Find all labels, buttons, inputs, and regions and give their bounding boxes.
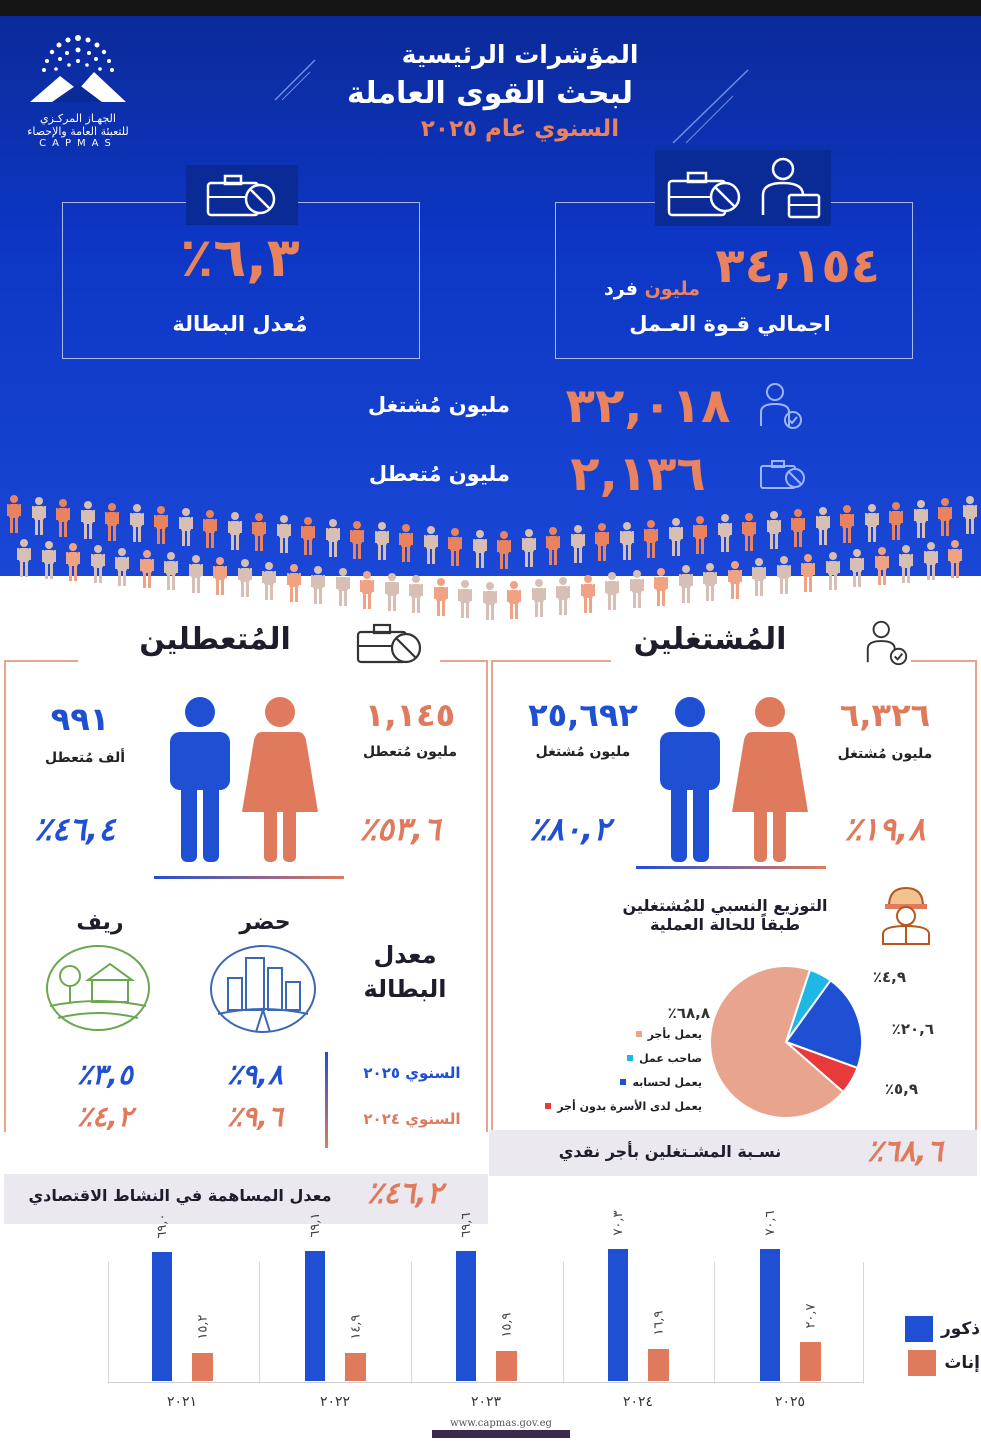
crowd-person-icon (766, 510, 782, 550)
crowd-person-icon (237, 558, 253, 598)
legend-swatch-employer (627, 1055, 633, 1061)
crowd-person-icon (286, 563, 302, 603)
bar-male (608, 1249, 628, 1381)
crowd-person-icon (913, 499, 929, 539)
employed-female-pct: ١٩,٨٪ (844, 810, 926, 848)
employed-label: مليون مُشتغل (367, 393, 510, 417)
employed-male-figure-icon (655, 696, 725, 864)
paid-share-label: نسـبة المشـتغلين بأجر نقدي (558, 1142, 782, 1161)
legend-label-employer: صاحب عمل (639, 1051, 702, 1065)
x-tick-label: ٢٠٢٤ (622, 1394, 654, 1410)
crowd-person-icon (937, 497, 953, 537)
crowd-person-icon (653, 567, 669, 607)
x-tick-label: ٢٠٢٣ (470, 1394, 502, 1410)
legend-swatch-family-unpaid (545, 1103, 551, 1109)
bar-male-value-label: ٦٩,١ (307, 1212, 323, 1238)
rate-label (350, 938, 460, 1006)
crowd-person-icon (457, 579, 473, 619)
crowd-person-icon (815, 506, 831, 546)
crowd-person-icon (90, 544, 106, 584)
bar-male (456, 1251, 476, 1382)
crowd-person-icon (619, 521, 635, 561)
crowd-person-icon (325, 518, 341, 558)
unemployed-male-figure-icon (165, 696, 235, 864)
bar-female (496, 1351, 517, 1381)
crowd-person-icon (6, 494, 22, 534)
crowd-person-icon (374, 521, 390, 561)
crowd-person-icon (692, 515, 708, 555)
employed-section-icon (862, 618, 912, 668)
labor-force-unit-prefix: مليون (644, 278, 700, 300)
crowd-person-icon (80, 500, 96, 540)
main-title-line1: المؤشرات الرئيسية (401, 40, 639, 69)
crowd-person-icon (825, 551, 841, 591)
rural-label: ريف (76, 910, 124, 935)
crowd-person-icon (139, 549, 155, 589)
unemployed-panel-top-line-right (440, 660, 488, 662)
crowd-person-icon (482, 581, 498, 621)
crowd-person-icon (433, 577, 449, 617)
crowd-person-icon (227, 511, 243, 551)
pie-label-self-employed: ٢٠,٦٪ (891, 1020, 934, 1038)
crowd-person-icon (643, 519, 659, 559)
urban-city-icon (208, 944, 318, 1034)
crowd-person-icon (496, 530, 512, 570)
crowd-illustration (0, 480, 981, 630)
unemployed-panel-top-line-left (4, 660, 78, 662)
crowd-person-icon (251, 512, 267, 552)
unemployment-rate-label: مُعدل البطالة (172, 312, 308, 336)
bar-female-value-label: ١٥,٩ (499, 1312, 514, 1338)
unemployed-female-unit: مليون مُتعطل (362, 744, 458, 760)
crowd-person-icon (580, 574, 596, 614)
chart-column-separator (259, 1262, 260, 1384)
urban-2024-rate: ٩,٦٪ (227, 1100, 283, 1133)
crowd-person-icon (727, 560, 743, 600)
x-tick-label: ٢٠٢١ (166, 1394, 198, 1410)
unemployed-title: المُتعطلين (139, 622, 291, 657)
crowd-person-icon (521, 528, 537, 568)
chart-column-separator (411, 1262, 412, 1384)
labor-force-unit-suffix: فرد (603, 278, 638, 300)
crowd-person-icon (310, 565, 326, 605)
unemployed-female-figure-icon (240, 696, 320, 864)
crowd-person-icon (864, 503, 880, 543)
crowd-person-icon (261, 561, 277, 601)
crowd-person-icon (359, 570, 375, 610)
unemployment-rate-icon-tile (186, 165, 298, 225)
bar-female-value-label: ١٤,٩ (348, 1314, 363, 1340)
labor-force-label: اجمالي قـوة العـمل (629, 312, 831, 336)
employment-status-pie-chart (706, 962, 866, 1122)
bar-female (192, 1353, 213, 1382)
chart-column-separator (563, 1262, 564, 1384)
legend-swatch-wage (636, 1031, 642, 1037)
crowd-person-icon (947, 539, 963, 579)
crowd-person-icon (335, 567, 351, 607)
bar-male-value-label: ٦٩,٦ (458, 1211, 474, 1238)
crowd-person-icon (668, 517, 684, 557)
unemployed-male-pct: ٤٦,٤٪ (34, 810, 116, 848)
org-abbr: CAPMAS (39, 138, 117, 149)
crowd-person-icon (629, 569, 645, 609)
bar-male (305, 1251, 325, 1381)
distribution-title-line1: التوزيع النسبي للمُشتغلين (622, 896, 828, 915)
distribution-title-line2: طبقاً للحالة العملية (649, 915, 801, 934)
legend-item-self-employed (512, 1070, 702, 1094)
participation-label: معدل المساهمة في النشاط الاقتصادي (28, 1186, 332, 1205)
legend-item-female (890, 1346, 980, 1380)
crowd-person-icon (717, 513, 733, 553)
crowd-person-icon (888, 501, 904, 541)
bar-male-value-label: ٧٠,٦ (762, 1210, 778, 1236)
crowd-person-icon (776, 555, 792, 595)
urban-label: حضر (239, 910, 291, 935)
crowd-person-icon (202, 509, 218, 549)
crowd-person-icon (506, 580, 522, 620)
crowd-person-icon (790, 508, 806, 548)
crowd-person-icon (472, 529, 488, 569)
unemployed-label: مليون مُتعطل (368, 462, 510, 486)
legend-swatch-female (908, 1350, 936, 1376)
crowd-person-icon (212, 556, 228, 596)
crowd-person-icon (531, 578, 547, 618)
crowd-person-icon (849, 548, 865, 588)
chart-column-separator (714, 1262, 715, 1384)
crowd-person-icon (41, 540, 57, 580)
legend-item-wage (512, 1022, 702, 1046)
legend-item-family-unpaid (512, 1094, 702, 1118)
crowd-person-icon (188, 554, 204, 594)
logo-mark-icon (22, 28, 134, 108)
crowd-person-icon (408, 574, 424, 614)
legend-swatch-self-employed (620, 1079, 626, 1085)
crowd-person-icon (741, 512, 757, 552)
crowd-person-icon (839, 504, 855, 544)
crowd-person-icon (398, 523, 414, 563)
crowd-person-icon (129, 503, 145, 543)
crowd-person-icon (800, 553, 816, 593)
x-tick-label: ٢٠٢٥ (774, 1394, 806, 1410)
legend-label-family-unpaid: يعمل لدى الأسرة بدون أجر (557, 1099, 702, 1113)
crowd-person-icon (898, 544, 914, 584)
org-name-line2: للتعبئة العامة والإحصاء (27, 125, 129, 138)
legend-label-self-employed: يعمل لحسابه (632, 1075, 702, 1089)
crowd-person-icon (300, 516, 316, 556)
participation-value: ٤٦,٢٪ (367, 1176, 443, 1211)
chart-column-separator (863, 1262, 864, 1384)
crowd-person-icon (962, 495, 978, 535)
bar-female (800, 1342, 821, 1381)
x-tick-label: ٢٠٢٢ (319, 1394, 351, 1410)
pie-legend (512, 1022, 702, 1118)
employed-value: ٣٢,٠١٨ (565, 378, 731, 434)
rate-label-line1: معدل (373, 941, 437, 969)
employed-person-icon (755, 380, 807, 432)
employed-female-figure-icon (730, 696, 810, 864)
main-subtitle: السنوي عام ٢٠٢٥ (420, 116, 620, 142)
crowd-person-icon (678, 564, 694, 604)
unemployed-female-pct: ٥٣,٦٪ (359, 810, 441, 848)
crowd-person-icon (384, 572, 400, 612)
unemployed-section-icon (354, 620, 426, 666)
bar-female (648, 1349, 669, 1381)
unemployed-figures-underline (154, 876, 344, 879)
distribution-title (600, 896, 850, 934)
paid-share-value: ٦٨,٦٪ (867, 1134, 943, 1169)
briefcase-no-icon (204, 171, 280, 219)
crowd-person-icon (65, 542, 81, 582)
crowd-person-icon (923, 541, 939, 581)
crowd-person-icon (349, 520, 365, 560)
rate-divider (325, 1052, 328, 1148)
bar-male-value-label: ٦٩,٠ (154, 1213, 170, 1239)
bar-male-value-label: ٧٠,٣ (610, 1210, 626, 1236)
pie-label-employer: ٤,٩٪ (872, 968, 906, 986)
employed-panel-top-line-left (491, 660, 611, 662)
org-name-line1: الجهـاز المركـزي (40, 112, 116, 125)
unemployed-female-value: ١,١٤٥ (364, 696, 456, 734)
crowd-person-icon (153, 505, 169, 545)
rate-label-line2: البطالة (363, 975, 447, 1003)
unemployed-value: ٢,١٣٦ (570, 446, 706, 502)
crowd-person-icon (55, 498, 71, 538)
footer-website: www.capmas.gov.eg (450, 1418, 552, 1429)
rural-2025-rate: ٣,٥٪ (77, 1058, 133, 1091)
employed-title: المُشتغلين (633, 622, 787, 657)
crowd-person-icon (447, 527, 463, 567)
employed-male-unit: مليون مُشتغل (535, 744, 631, 760)
crowd-person-icon (702, 562, 718, 602)
main-title-line2: لبحث القوى العاملة (347, 76, 633, 111)
row-2024-label: السنوي ٢٠٢٤ (363, 1110, 461, 1128)
employed-figures-underline (636, 866, 826, 869)
chart-legend (890, 1312, 980, 1380)
unemployed-male-value: ٩٩١ (50, 700, 110, 738)
legend-label-male: ذكور (940, 1319, 980, 1339)
legend-label-female: إناث (944, 1353, 980, 1373)
chart-column-separator (108, 1262, 109, 1384)
legend-label-wage: يعمل بأجر (647, 1027, 702, 1041)
labor-force-value: ٣٤,١٥٤ (715, 238, 880, 294)
crowd-person-icon (276, 514, 292, 554)
bar-female-value-label: ١٦,٩ (651, 1310, 666, 1336)
bar-male (760, 1249, 780, 1381)
crowd-person-icon (751, 557, 767, 597)
bar-female-value-label: ٢٠,٧ (803, 1303, 818, 1329)
urban-2025-rate: ٩,٨٪ (227, 1058, 283, 1091)
footer-bar (432, 1430, 570, 1438)
crowd-person-icon (570, 524, 586, 564)
crowd-person-icon (874, 546, 890, 586)
workforce-icon (663, 155, 823, 221)
crowd-person-icon (604, 571, 620, 611)
unemployed-male-unit: ألف مُتعطل (44, 750, 126, 766)
unemployment-rate-value: ٦,٣٪ (180, 226, 300, 289)
labor-force-icon-tile (655, 150, 831, 226)
bar-female (345, 1353, 366, 1381)
row-2025-label: السنوي ٢٠٢٥ (363, 1064, 461, 1082)
crowd-person-icon (555, 576, 571, 616)
employed-male-value: ٢٥,٦٩٢ (528, 696, 638, 734)
rural-2024-rate: ٤,٢٪ (77, 1100, 133, 1133)
worker-helmet-icon (875, 880, 937, 946)
crowd-person-icon (31, 496, 47, 536)
crowd-person-icon (114, 547, 130, 587)
capmas-logo (22, 28, 134, 148)
crowd-person-icon (594, 522, 610, 562)
crowd-person-icon (423, 525, 439, 565)
chart-baseline (108, 1382, 863, 1383)
pie-label-wage: ٦٨,٨٪ (667, 1004, 710, 1022)
employed-male-pct: ٨٠,٢٪ (529, 810, 611, 848)
employed-female-unit: مليون مُشتغل (837, 746, 933, 762)
labor-force-unit (580, 278, 700, 300)
crowd-person-icon (16, 538, 32, 578)
crowd-person-icon (178, 507, 194, 547)
crowd-person-icon (545, 526, 561, 566)
crowd-person-icon (104, 502, 120, 542)
rural-house-icon (44, 944, 152, 1032)
bar-female-value-label: ١٥,٢ (195, 1313, 210, 1340)
legend-item-male (890, 1312, 980, 1346)
crowd-person-icon (163, 551, 179, 591)
bar-male (152, 1252, 172, 1381)
employed-female-value: ٦,٣٢٦ (839, 696, 931, 734)
legend-item-employer (512, 1046, 702, 1070)
employed-panel-top-line-right (911, 660, 977, 662)
pie-label-family-unpaid: ٥,٩٪ (884, 1080, 918, 1098)
legend-swatch-male (905, 1316, 933, 1342)
top-bar (0, 0, 981, 16)
